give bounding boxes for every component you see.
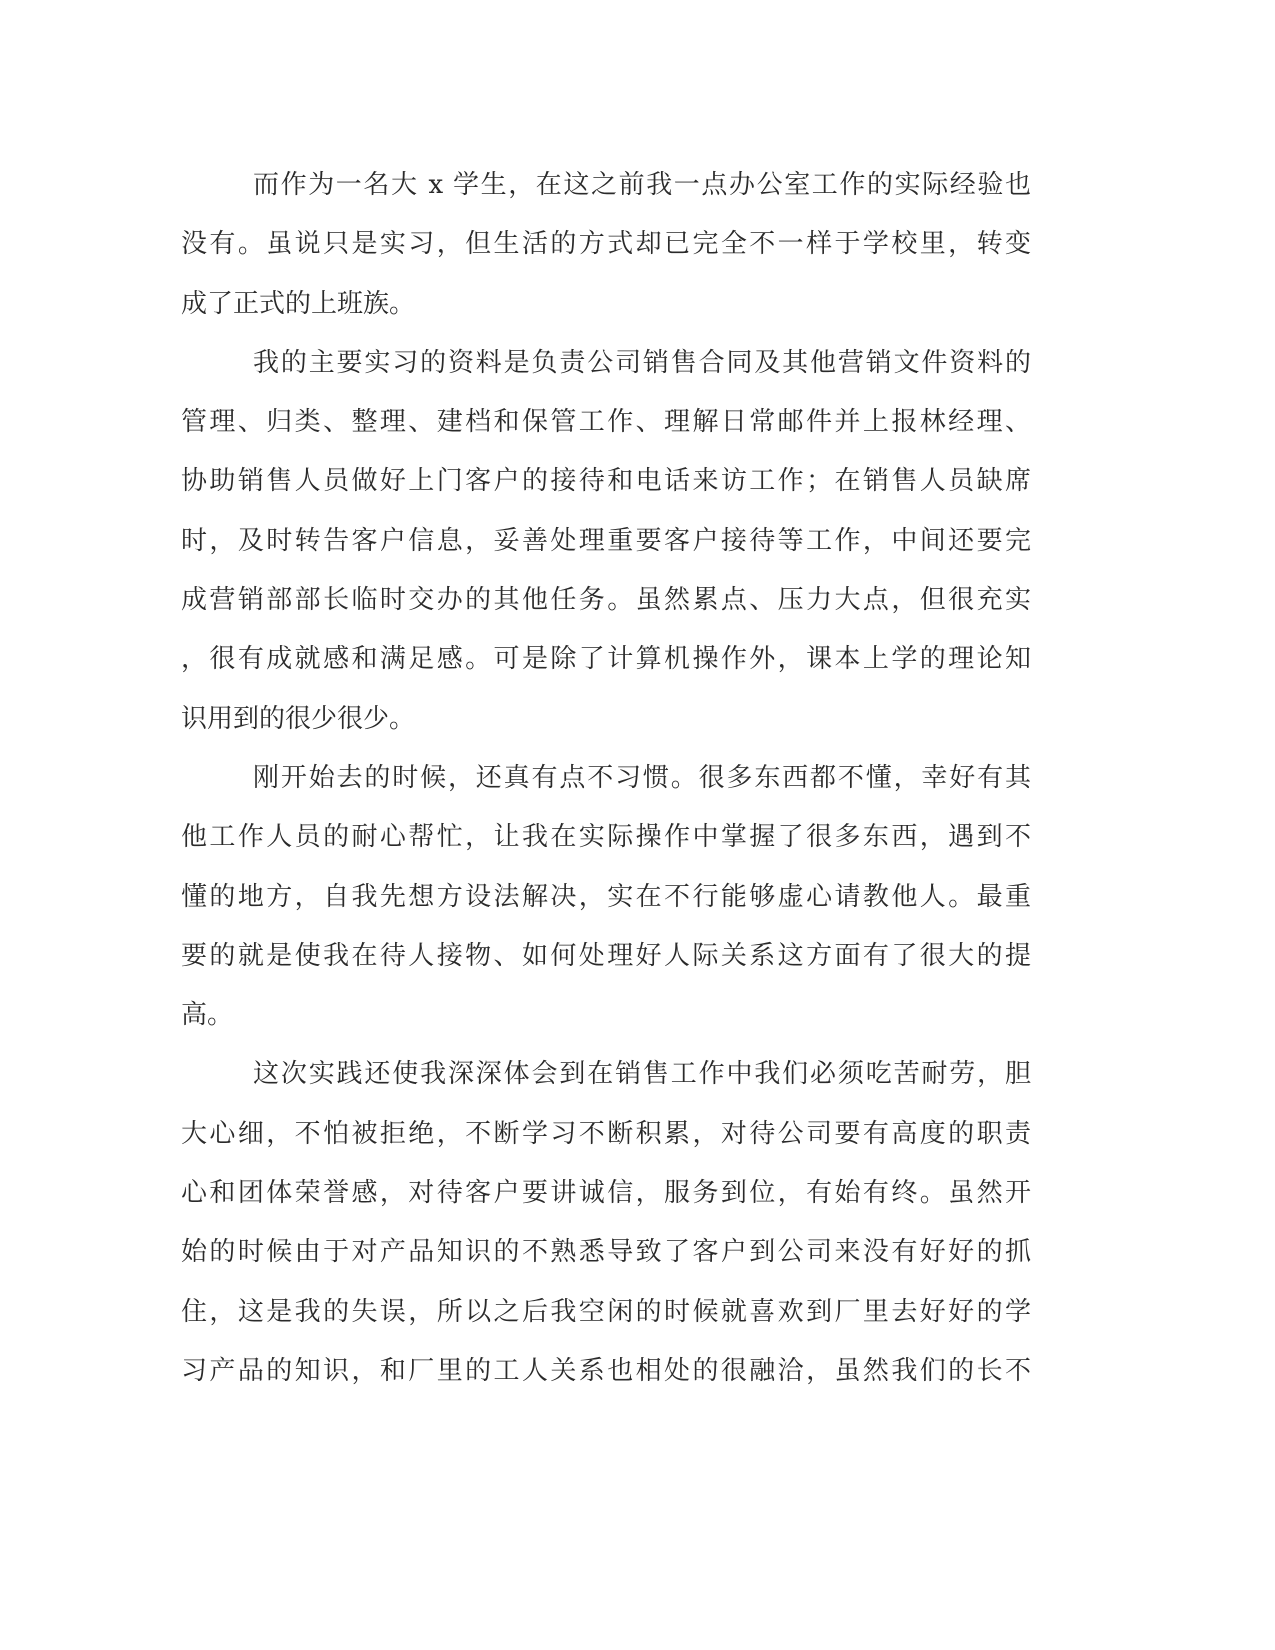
paragraph-4-line-4: 始的时候由于对产品知识的不熟悉导致了客户到公司来没有好好的抓	[181, 1237, 1031, 1268]
paragraph-4-line-2: 大心细，不怕被拒绝，不断学习不断积累，对待公司要有高度的职责	[181, 1118, 1031, 1149]
paragraph-3-line-3: 懂的地方，自我先想方设法解决，实在不行能够虚心请教他人。最重	[181, 881, 1031, 912]
paragraph-1-line-1: 而作为一名大 x 学生，在这之前我一点办公室工作的实际经验也	[253, 170, 1031, 200]
paragraph-2-line-3: 协助销售人员做好上门客户的接待和电话来访工作；在销售人员缺席	[181, 466, 1031, 497]
paragraph-4-line-6: 习产品的知识，和厂里的工人关系也相处的很融洽，虽然我们的长不	[181, 1355, 1031, 1386]
paragraph-2-line-7: 识用到的很少很少。	[181, 703, 416, 734]
paragraph-2-line-2: 管理、归类、整理、建档和保管工作、理解日常邮件并上报林经理、	[181, 407, 1031, 438]
paragraph-2-line-1: 我的主要实习的资料是负责公司销售合同及其他营销文件资料的	[253, 347, 1031, 378]
paragraph-3-line-1: 刚开始去的时候，还真有点不习惯。很多东西都不懂，幸好有其	[253, 762, 1031, 793]
paragraph-1-line-3: 成了正式的上班族。	[181, 288, 416, 319]
body-text	[181, 156, 1031, 1401]
paragraph-3-line-4: 要的就是使我在待人接物、如何处理好人际关系这方面有了很大的提	[181, 940, 1031, 971]
paragraph-4-line-3: 心和团体荣誉感，对待客户要讲诚信，服务到位，有始有终。虽然开	[181, 1178, 1031, 1209]
paragraph-4-line-5: 住，这是我的失误，所以之后我空闲的时候就喜欢到厂里去好好的学	[181, 1296, 1031, 1327]
paragraph-3-line-5: 高。	[181, 1000, 234, 1031]
paragraph-2-line-5: 成营销部部长临时交办的其他任务。虽然累点、压力大点，但很充实	[181, 585, 1031, 616]
paragraph-2-line-6: ，很有成就感和满足感。可是除了计算机操作外，课本上学的理论知	[181, 644, 1031, 675]
paragraph-2-line-4: 时，及时转告客户信息，妥善处理重要客户接待等工作，中间还要完	[181, 525, 1031, 556]
paragraph-3-line-2: 他工作人员的耐心帮忙，让我在实际操作中掌握了很多东西，遇到不	[181, 822, 1031, 853]
paragraph-4-line-1: 这次实践还使我深深体会到在销售工作中我们必须吃苦耐劳，胆	[253, 1059, 1031, 1090]
paragraph-1-line-2: 没有。虽说只是实习，但生活的方式却已完全不一样于学校里，转变	[181, 229, 1031, 260]
